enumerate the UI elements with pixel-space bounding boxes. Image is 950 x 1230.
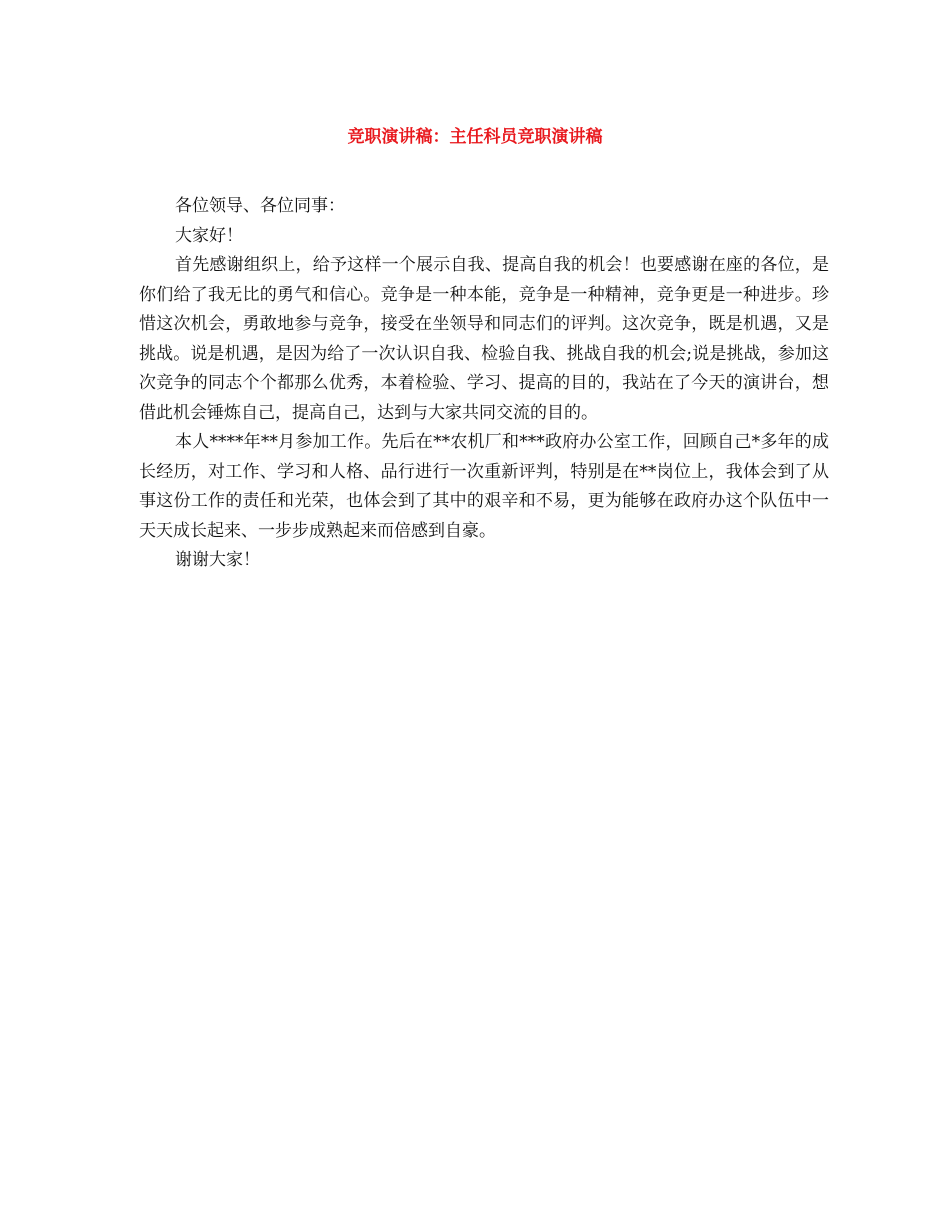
greeting: 大家好！ bbox=[175, 225, 243, 246]
closing: 谢谢大家！ bbox=[175, 550, 260, 570]
body-paragraph: 本人****年**月参加工作。先后在**农机厂和***政府办公室工作，回顾自己*多年的成长经历，对工作、学习和人格、品行进行一次重新评判，特别是在**岗位上，我体会到了从事这份工作的责任和光荣，也体会到了其中的艰辛和不易，更为能够在政府办这个队伍中一天天成长起来、一步步成熟起来而倍感到自豪。 bbox=[139, 432, 829, 541]
document-title: 竞职演讲稿：主任科员竞职演讲稿 bbox=[347, 127, 603, 147]
salutation: 各位领导、各位同事： bbox=[175, 196, 345, 216]
document-body bbox=[139, 192, 829, 576]
body-paragraph: 首先感谢组织上，给予这样一个展示自我、提高自我的机会！也要感谢在座的各位，是你们给了我无比的勇气和信心。竞争是一种本能，竞争是一种精神，竞争更是一种进步。珍惜这次机会，勇敢地参与竞争，接受在坐领导和同志们的评判。这次竞争，既是机遇，又是挑战。说是机遇，是因为给了一次认识自我、检验自我、挑战自我的机会;说是挑战，参加这次竞争的同志个个都那么优秀，本着检验、学习、提高的目的，我站在了今天的演讲台，想借此机会锤炼自己，提高自己，达到与大家共同交流的目的。 bbox=[139, 255, 829, 423]
